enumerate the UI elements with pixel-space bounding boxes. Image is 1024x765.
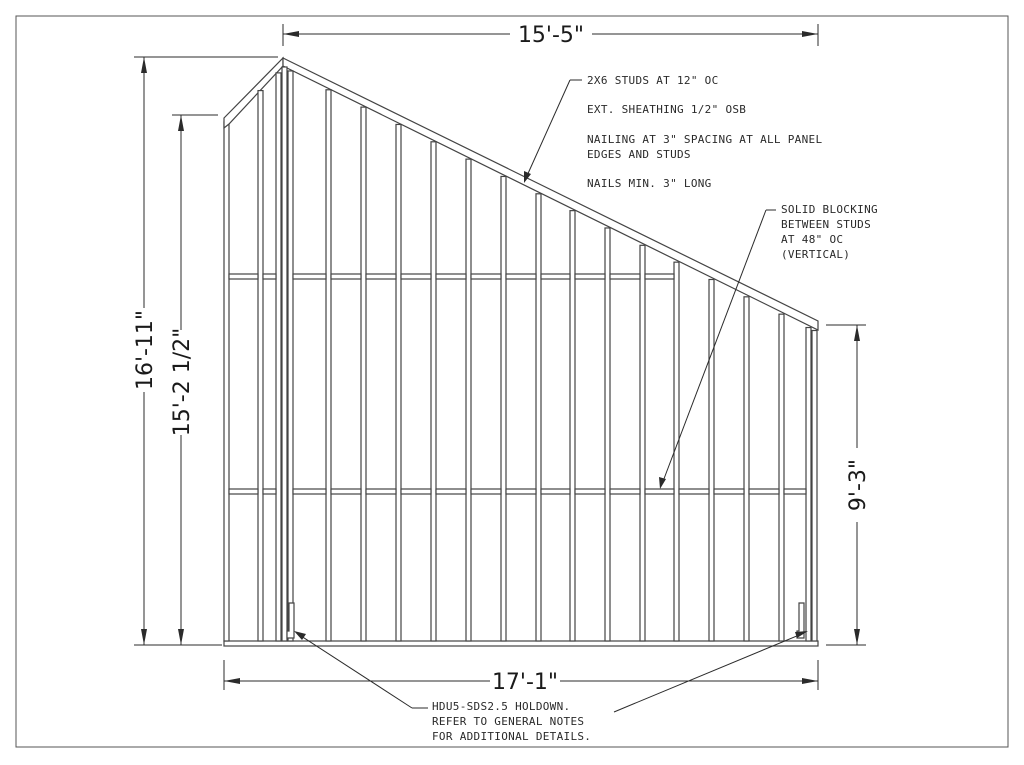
stud <box>288 71 293 641</box>
blocking <box>471 489 501 494</box>
blocking <box>784 489 806 494</box>
top-plate-left <box>224 58 283 128</box>
blocking <box>506 274 536 279</box>
stud <box>709 279 714 641</box>
blocking <box>506 489 536 494</box>
blocking <box>331 274 361 279</box>
overall-height-label: 16'-11" <box>133 309 158 391</box>
dimension-right-height <box>826 325 871 645</box>
stud <box>605 228 610 641</box>
blocking <box>436 274 466 279</box>
blocking <box>714 489 744 494</box>
blocking-note <box>659 203 878 489</box>
blocking <box>645 274 674 279</box>
blocking <box>436 489 466 494</box>
note-blocking-1: SOLID BLOCKING <box>781 203 878 216</box>
blocking <box>263 489 276 494</box>
stud <box>276 73 281 641</box>
stud <box>806 328 811 641</box>
blocking <box>401 489 431 494</box>
blocking <box>471 274 501 279</box>
blocking <box>749 489 779 494</box>
note-nailing-2: EDGES AND STUDS <box>587 148 691 161</box>
dimension-top <box>283 23 818 48</box>
blocking <box>229 274 258 279</box>
notes-block <box>524 74 822 190</box>
blocking <box>293 489 326 494</box>
blocking <box>541 274 570 279</box>
stud <box>282 67 287 641</box>
blocking <box>229 489 258 494</box>
blocking <box>679 489 709 494</box>
stud <box>224 122 229 641</box>
stud <box>744 297 749 641</box>
inner-height-label: 15'-2 1/2" <box>170 327 195 437</box>
blocking <box>541 489 570 494</box>
stud <box>570 211 575 641</box>
blocking <box>331 489 361 494</box>
right-height-label: 9'-3" <box>846 458 871 512</box>
blocking <box>366 489 396 494</box>
stud <box>779 314 784 641</box>
stud <box>431 142 436 641</box>
dimension-overall-height <box>133 57 278 645</box>
blocking <box>366 274 396 279</box>
note-holdown-2: REFER TO GENERAL NOTES <box>432 715 585 728</box>
top-width-label: 15'-5" <box>517 23 585 48</box>
blocking <box>610 489 640 494</box>
stud <box>466 159 471 641</box>
blocking <box>575 489 605 494</box>
blocking <box>575 274 605 279</box>
stud <box>812 331 817 641</box>
note-nailing-1: NAILING AT 3" SPACING AT ALL PANEL <box>587 133 823 146</box>
note-sheathing: EXT. SHEATHING 1/2" OSB <box>587 103 747 116</box>
sheet-border <box>16 16 1008 747</box>
stud <box>536 194 541 641</box>
bottom-width-label: 17'-1" <box>491 670 559 695</box>
stud <box>361 107 366 641</box>
stud <box>501 176 506 641</box>
note-holdown-3: FOR ADDITIONAL DETAILS. <box>432 730 592 743</box>
blocking <box>263 274 276 279</box>
note-blocking-4: (VERTICAL) <box>781 248 851 261</box>
blocking <box>645 489 674 494</box>
wall-frame <box>224 58 818 646</box>
stud <box>258 91 263 641</box>
stud <box>396 124 401 641</box>
blocking <box>610 274 640 279</box>
dimension-inner-height <box>170 115 218 645</box>
note-nails: NAILS MIN. 3" LONG <box>587 177 712 190</box>
blocking <box>401 274 431 279</box>
note-holdown-1: HDU5-SDS2.5 HOLDOWN. <box>432 700 571 713</box>
stud <box>640 245 645 641</box>
note-blocking-3: AT 48" OC <box>781 233 844 246</box>
blocking <box>293 274 326 279</box>
dimension-bottom <box>224 660 818 695</box>
stud <box>326 90 331 641</box>
note-studs: 2X6 STUDS AT 12" OC <box>587 74 719 87</box>
note-blocking-2: BETWEEN STUDS <box>781 218 871 231</box>
